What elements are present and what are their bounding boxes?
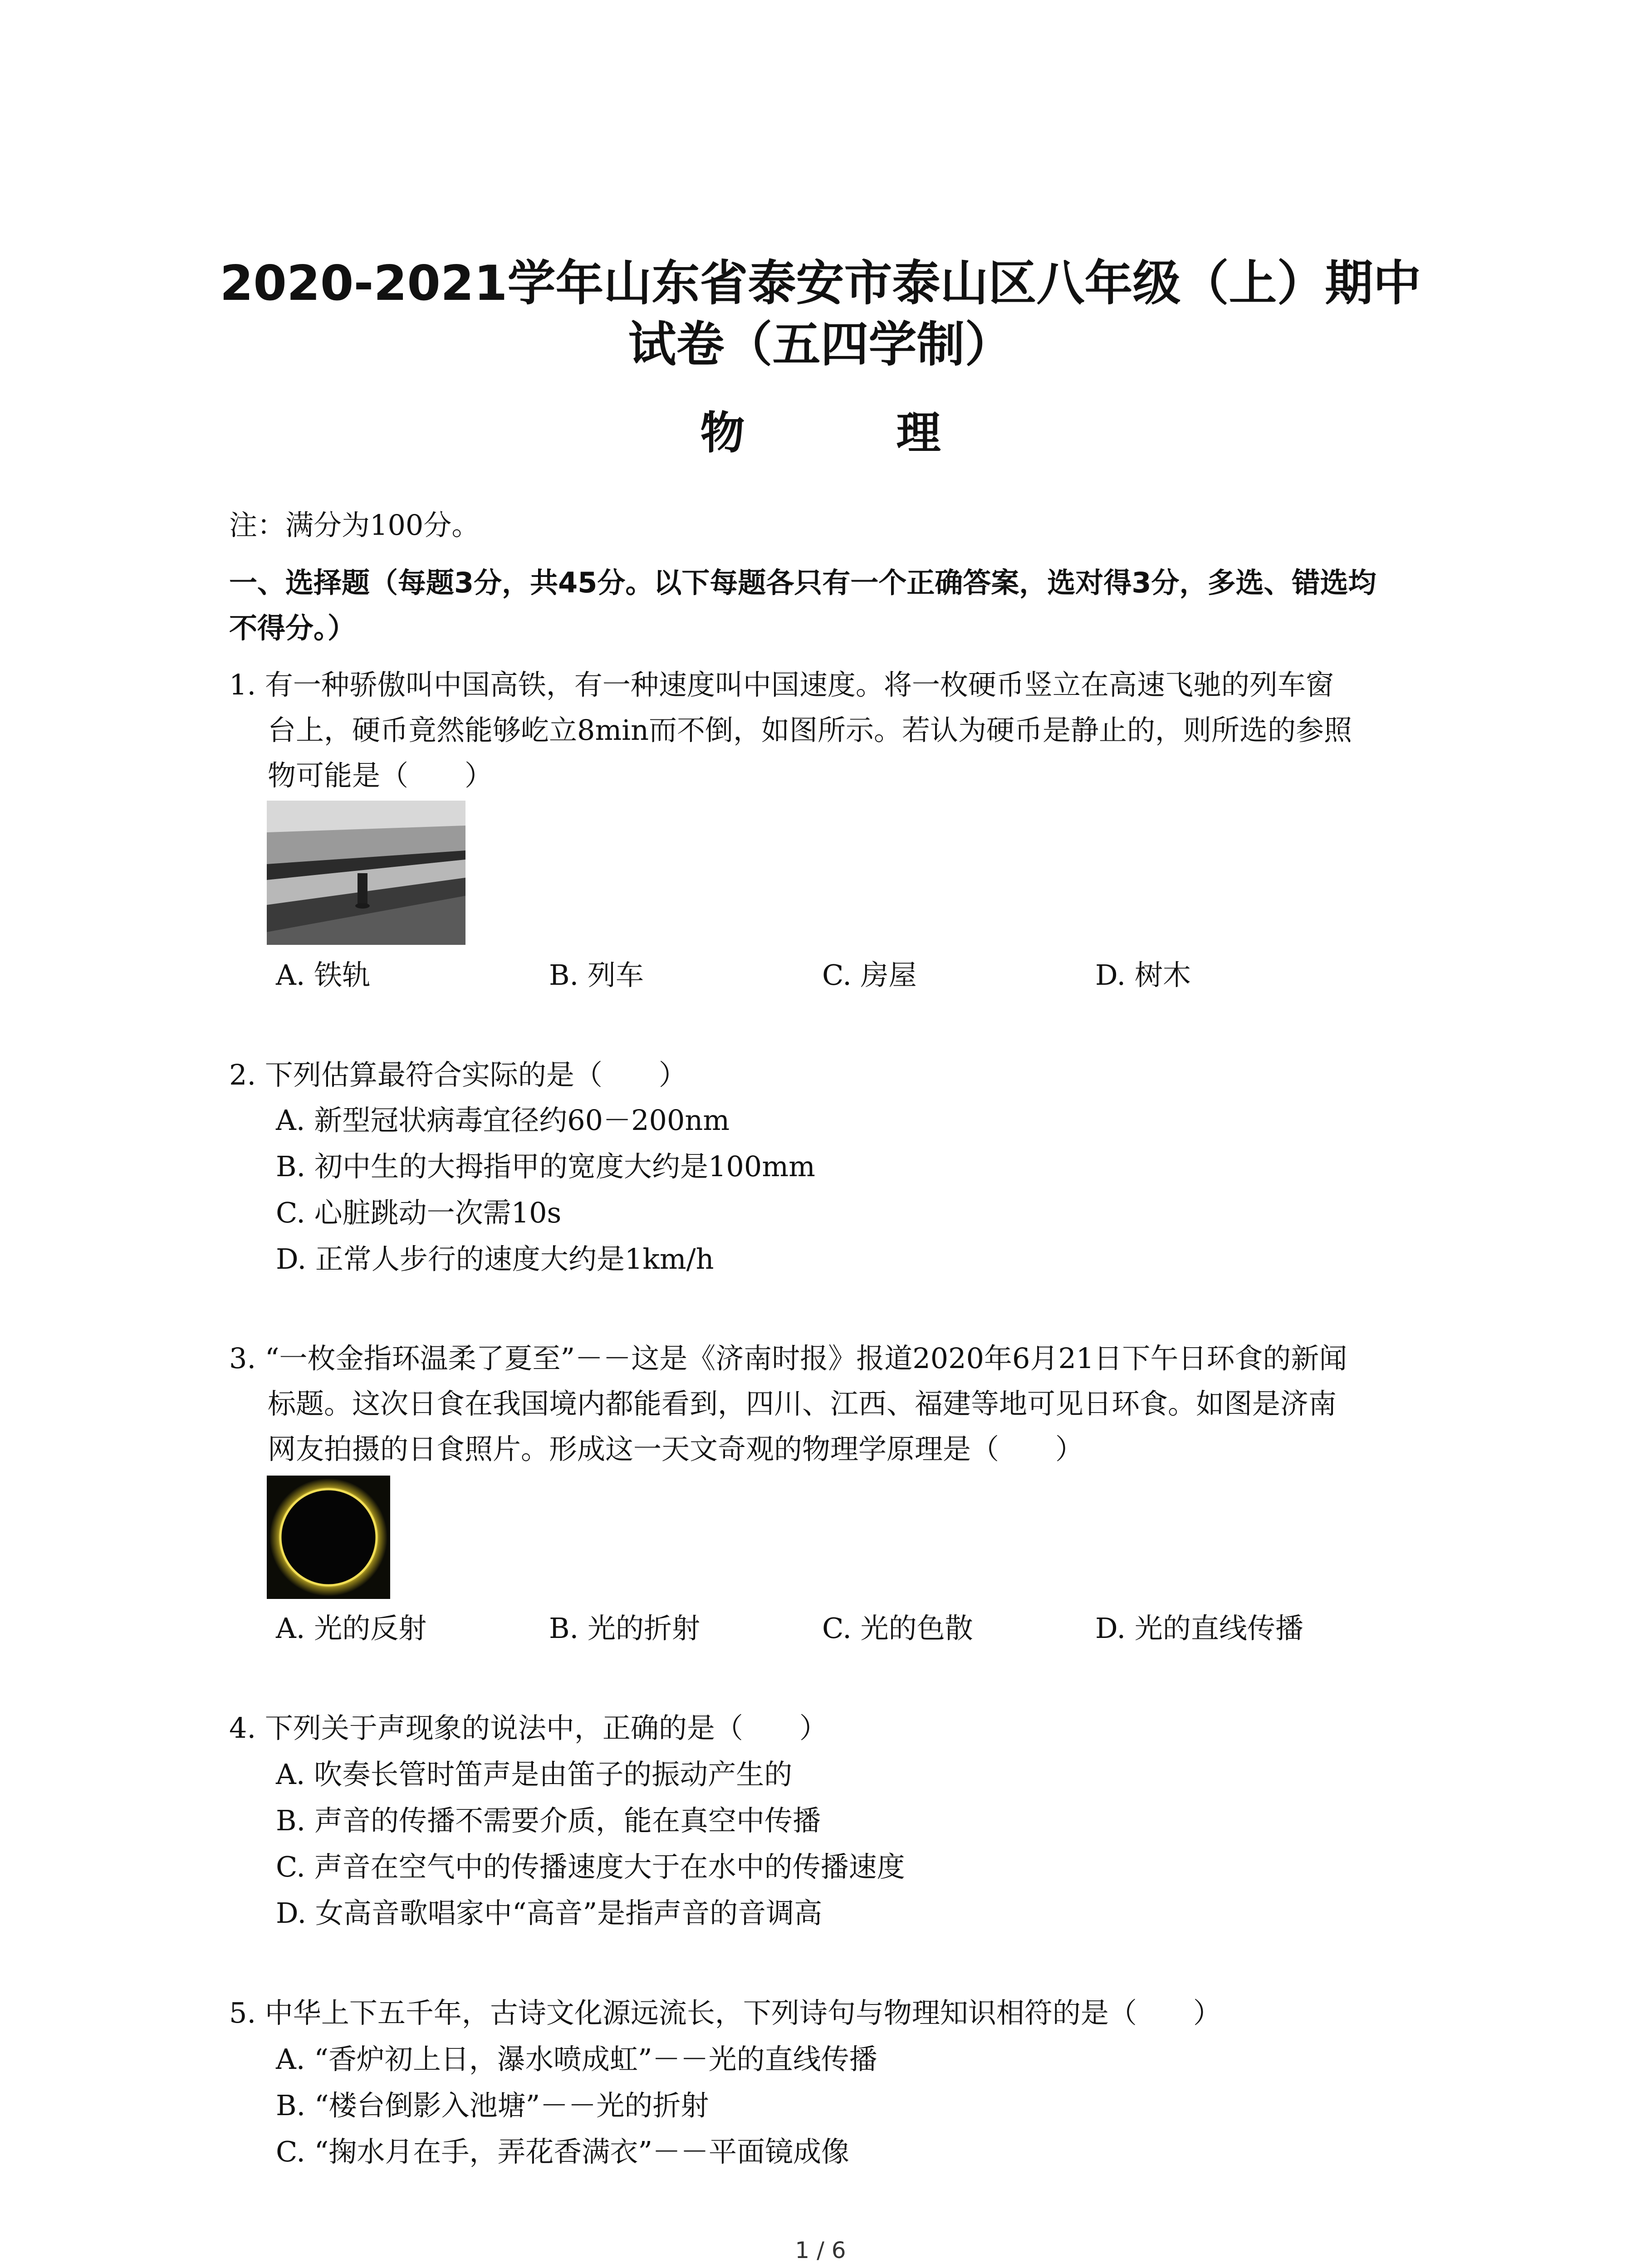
question-2-option-d: D. 正常人步行的速度大约是1km/h	[276, 1242, 714, 1276]
train-coin-photo	[267, 801, 465, 945]
subject-heading: 物 理	[700, 407, 1009, 459]
question-5-option-a: A. “香炉初上日，瀑水喷成虹”－－光的直线传播	[276, 2043, 877, 2076]
question-4-option-a: A. 吹奏长管时笛声是由笛子的振动产生的	[276, 1758, 793, 1791]
question-4-option-d: D. 女高音歌唱家中“高音”是指声音的音调高	[276, 1897, 823, 1930]
question-1-option-c: C. 房屋	[822, 958, 917, 992]
question-3-option-c: C. 光的色散	[822, 1612, 973, 1645]
question-3-line-2: 标题。这次日食在我国境内都能看到，四川、江西、福建等地可见日环食。如图是济南	[268, 1387, 1337, 1420]
section-heading-line-1: 一、选择题（每题3分，共45分。以下每题各只有一个正确答案，选对得3分，多选、错选均	[229, 566, 1376, 599]
question-1-option-d: D. 树木	[1095, 958, 1191, 992]
question-5-option-b: B. “楼台倒影入池塘”－－光的折射	[276, 2089, 709, 2122]
question-1-line-1: 1. 有一种骄傲叫中国高铁，有一种速度叫中国速度。将一枚硬币竖立在高速飞驰的列车窗	[229, 668, 1334, 701]
question-2-option-a: A. 新型冠状病毒宜径约60－200nm	[276, 1104, 730, 1137]
question-3-option-b: B. 光的折射	[549, 1612, 700, 1645]
page-number: 1 / 6	[795, 2237, 846, 2263]
exam-title-line-2: 试卷（五四学制）	[628, 317, 1013, 372]
question-3-option-d: D. 光的直线传播	[1095, 1612, 1303, 1645]
question-3-line-1: 3. “一枚金指环温柔了夏至”－－这是《济南时报》报道2020年6月21日下午日环食的新闻	[229, 1342, 1347, 1375]
question-2-option-c: C. 心脏跳动一次需10s	[276, 1196, 562, 1229]
score-note: 注：满分为100分。	[229, 508, 480, 542]
question-1-option-b: B. 列车	[549, 958, 644, 992]
question-4-line-1: 4. 下列关于声现象的说法中，正确的是（ ）	[229, 1711, 828, 1745]
question-4-option-b: B. 声音的传播不需要介质，能在真空中传播	[276, 1804, 821, 1837]
question-3-line-3: 网友拍摄的日食照片。形成这一天文奇观的物理学原理是（ ）	[268, 1432, 1084, 1466]
solar-eclipse-photo	[267, 1476, 390, 1599]
question-2-line-1: 2. 下列估算最符合实际的是（ ）	[229, 1058, 687, 1091]
question-3-option-a: A. 光的反射	[276, 1612, 427, 1645]
exam-title-line-1: 2020-2021学年山东省泰安市泰山区八年级（上）期中	[220, 255, 1421, 311]
question-4-option-c: C. 声音在空气中的传播速度大于在水中的传播速度	[276, 1850, 905, 1883]
question-1-line-3: 物可能是（ ）	[268, 759, 493, 792]
question-2-option-b: B. 初中生的大拇指甲的宽度大约是100mm	[276, 1150, 815, 1183]
question-5-option-c: C. “掬水月在手，弄花香满衣”－－平面镜成像	[276, 2135, 850, 2168]
section-heading-line-2: 不得分。）	[229, 611, 356, 645]
question-1-line-2: 台上，硬币竟然能够屹立8min而不倒，如图所示。若认为硬币是静止的，则所选的参照	[268, 714, 1352, 747]
question-1-option-a: A. 铁轨	[276, 958, 371, 992]
question-5-line-1: 5. 中华上下五千年，古诗文化源远流长，下列诗句与物理知识相符的是（ ）	[229, 1996, 1221, 2029]
